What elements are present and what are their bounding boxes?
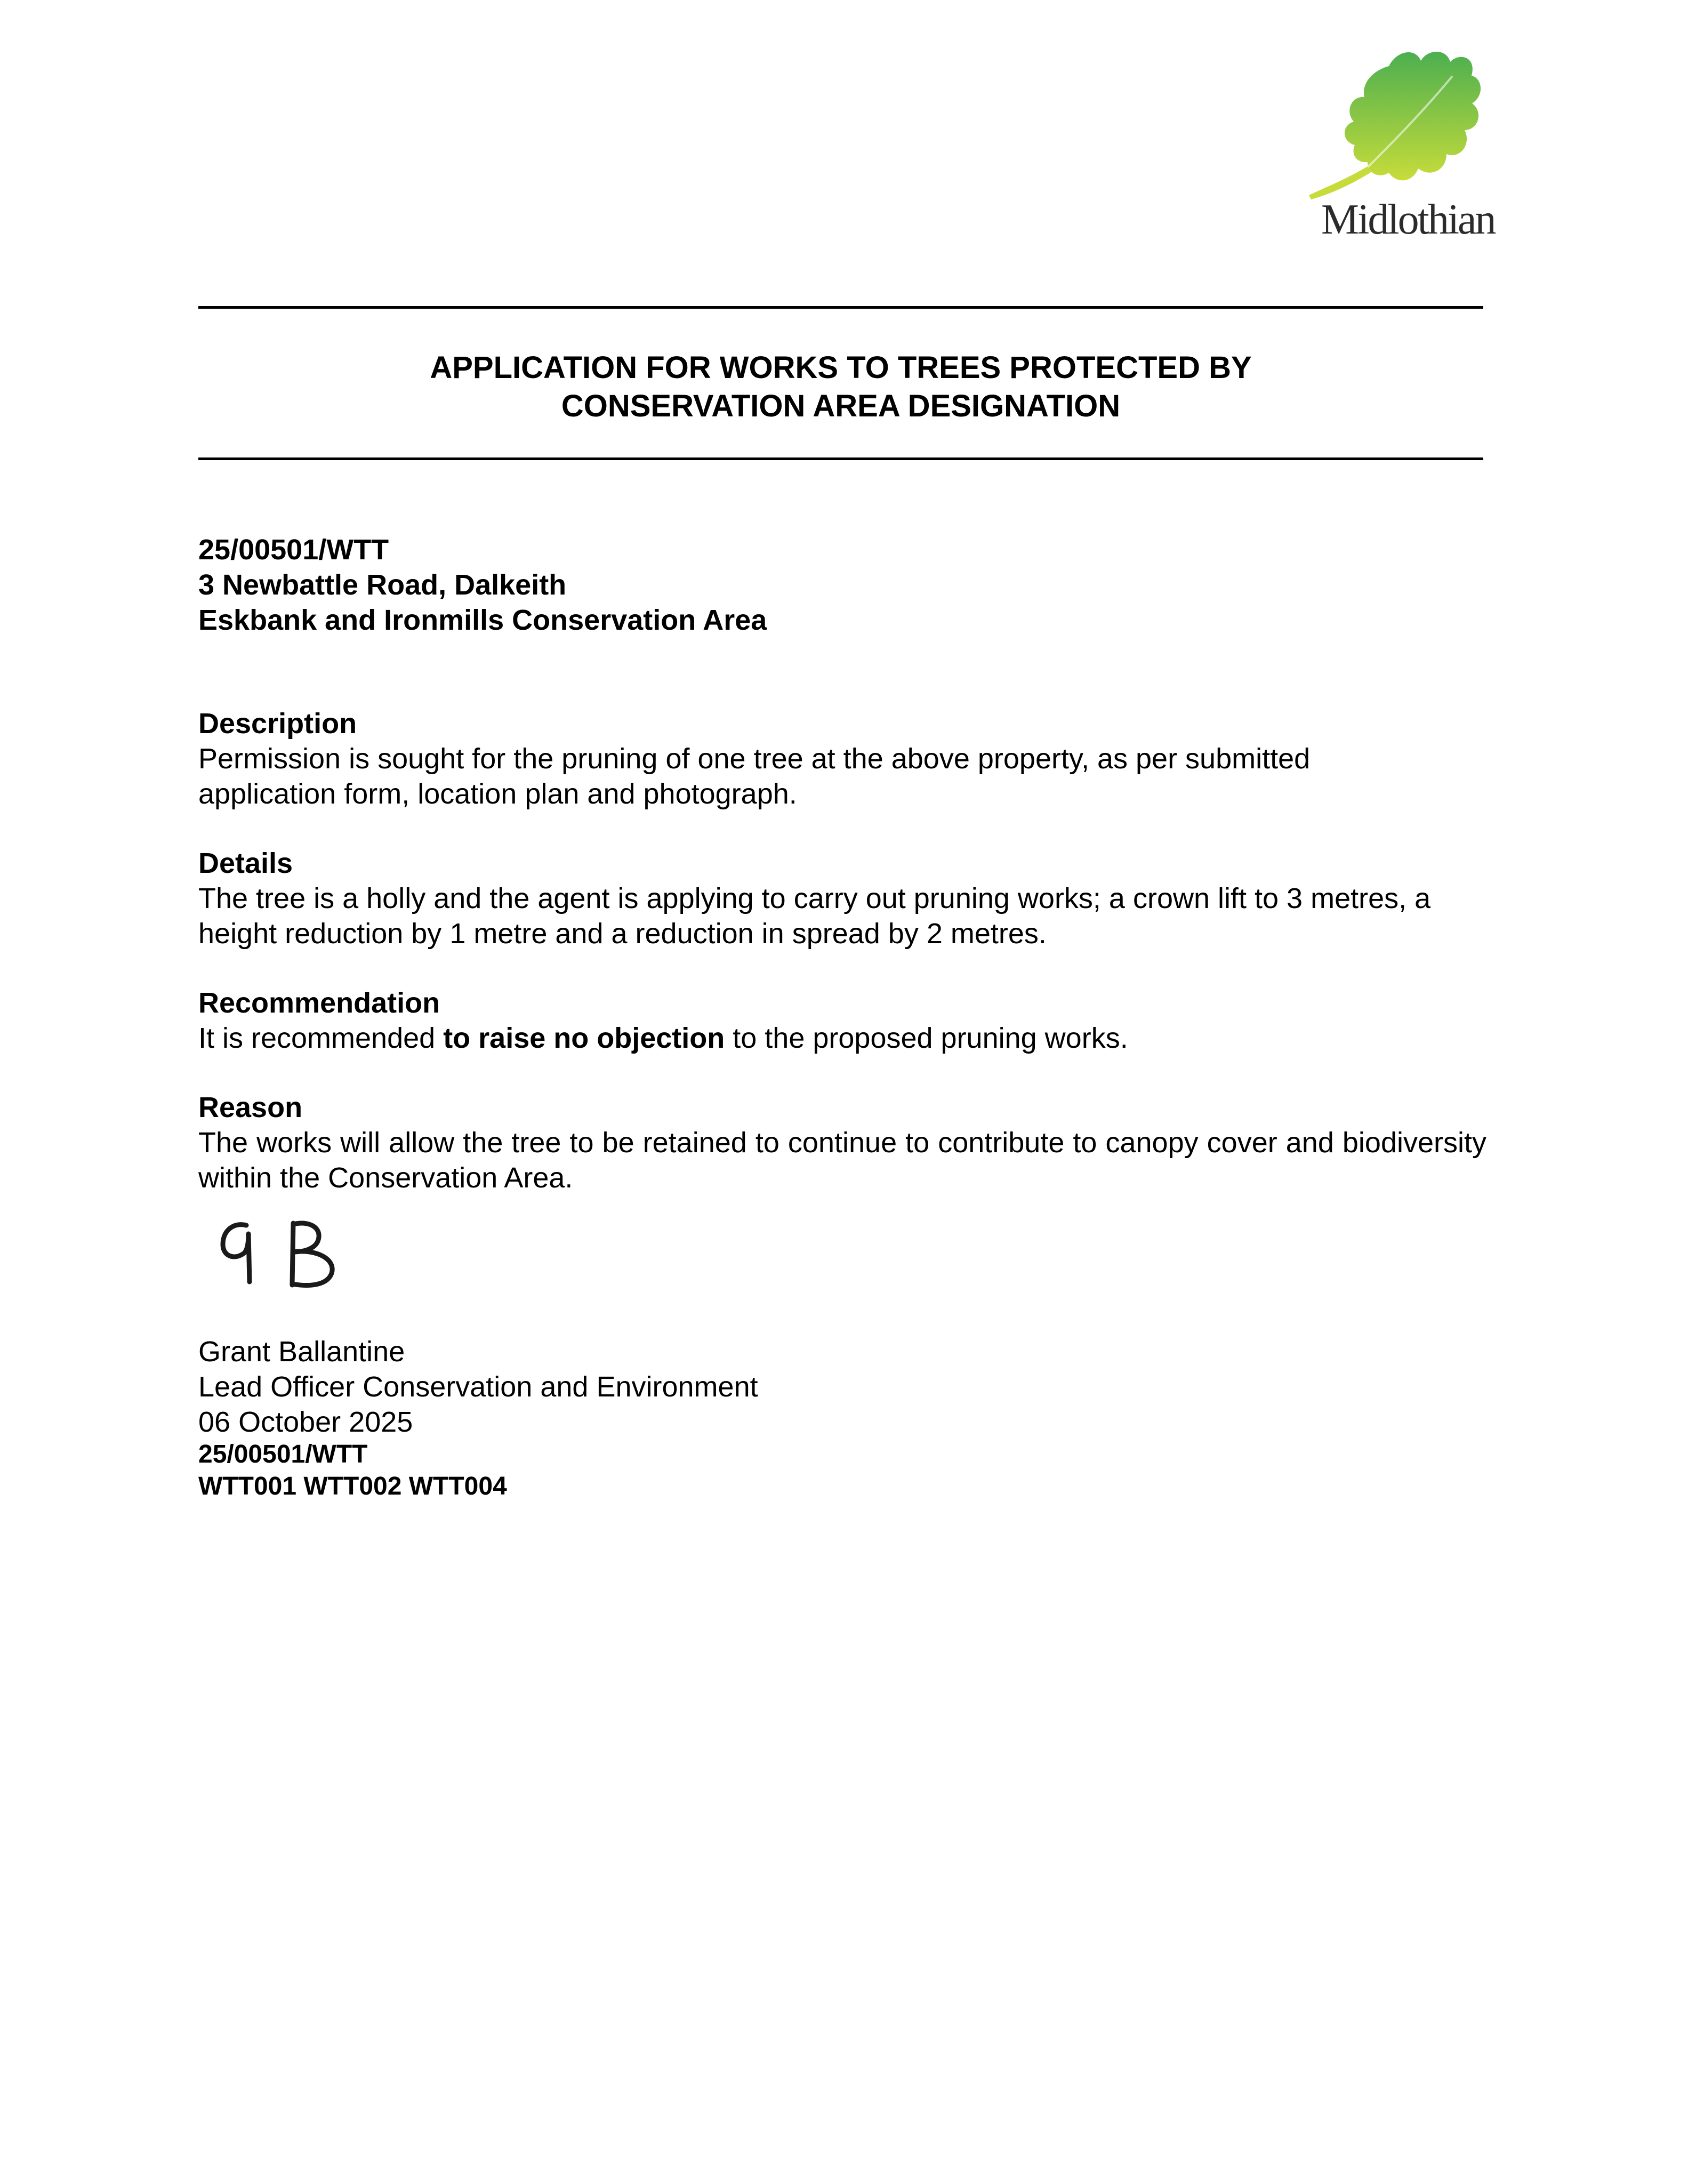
description-heading: Description [198,708,357,740]
midlothian-wordmark: Midlothian [1321,196,1495,243]
document-list: WTT001 WTT002 WTT004 [198,1472,507,1500]
recommendation-text-after: to the proposed pruning works. [725,1022,1128,1054]
recommendation-text-before: It is recommended [198,1022,444,1054]
document-title [198,349,1483,425]
title-top-rule [198,306,1483,309]
document-codes [198,1439,507,1503]
details-section [198,846,1486,951]
description-section [198,706,1486,812]
title-line-1: APPLICATION FOR WORKS TO TREES PROTECTED BY [430,350,1252,385]
recommendation-heading: Recommendation [198,987,440,1019]
site-address: 3 Newbattle Road, Dalkeith [198,569,567,601]
description-text: Permission is sought for the pruning of one tree at the above property, as per submitted application form, location plan and photograph. [198,743,1311,810]
reference-number: 25/00501/WTT [198,534,389,566]
oak-leaf-icon [1309,45,1496,205]
recommendation-section [198,985,1486,1056]
reason-text: The works will allow the tree to be retained to continue to contribute to canopy cover and biodiversity within the Conservation Area. [198,1127,1486,1194]
signature-initials-drawing [213,1218,352,1303]
handwritten-signature [213,1218,352,1303]
reason-section [198,1090,1486,1195]
signatory-role: Lead Officer Conservation and Environment [198,1371,758,1403]
footer-reference-number: 25/00501/WTT [198,1440,368,1468]
reason-heading: Reason [198,1091,303,1123]
conservation-area: Eskbank and Ironmills Conservation Area [198,604,767,636]
details-heading: Details [198,847,293,879]
signature-date: 06 October 2025 [198,1406,413,1438]
title-bottom-rule [198,457,1483,460]
details-text: The tree is a holly and the agent is applying to carry out pruning works; a crown lift to 3 metres, a height reduction by 1 metre and a reduction in spread by 2 metres. [198,882,1431,950]
signatory-name: Grant Ballantine [198,1336,405,1368]
recommendation-text-bold: to raise no objection [443,1022,725,1054]
reference-block [198,532,767,638]
title-line-2: CONSERVATION AREA DESIGNATION [561,389,1121,423]
signatory-block [198,1334,758,1440]
recommendation-text [198,1021,1486,1056]
